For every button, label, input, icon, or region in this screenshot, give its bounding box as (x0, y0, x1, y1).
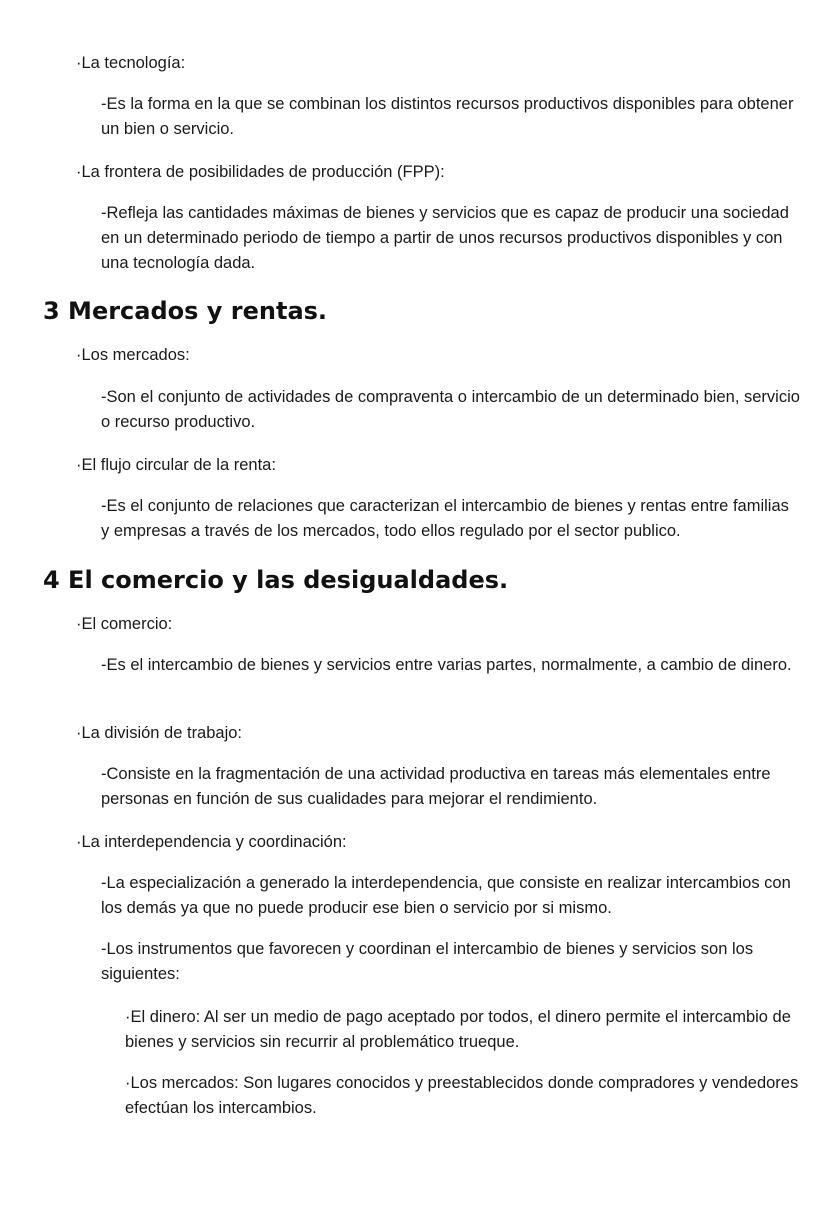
item-body-fpp: -Refleja las cantidades máximas de bienes y servicios que es capaz de producir una sociedad en un determinado periodo de tiempo a partir de unos recursos productivos disponibles y con una tecnología dada. (101, 204, 789, 272)
item-body-interdependencia-2: -Los instrumentos que favorecen y coordinan el intercambio de bienes y servicios son los siguientes: (101, 940, 754, 983)
item-title-flujo: ·El flujo circular de la renta: (76, 456, 276, 474)
item-body-tecnologia: -Es la forma en la que se combinan los distintos recursos productivos disponibles para obtener un bien o servicio. (101, 95, 794, 138)
item-title-tecnologia: ·La tecnología: (76, 54, 186, 72)
item-title-division: ·La división de trabajo: (76, 724, 243, 742)
subitem-dinero: ·El dinero: Al ser un medio de pago aceptado por todos, el dinero permite el intercambio de bienes y servicios sin recurrir al problemático trueque. (125, 1008, 791, 1051)
section-heading-4: 4 El comercio y las desigualdades. (43, 566, 509, 594)
item-body-comercio: -Es el intercambio de bienes y servicios entre varias partes, normalmente, a cambio de dinero. (101, 656, 792, 674)
item-title-mercados: ·Los mercados: (76, 346, 190, 364)
item-body-mercados: -Son el conjunto de actividades de compraventa o intercambio de un determinado bien, servicio o recurso productivo. (101, 388, 800, 431)
item-body-flujo: -Es el conjunto de relaciones que caracterizan el intercambio de bienes y rentas entre familias y empresas a través de los mercados, todo ellos regulado por el sector publico. (101, 497, 789, 540)
item-body-interdependencia-1: -La especialización a generado la interdependencia, que consiste en realizar intercambios con los demás ya que no puede producir ese bien o servicio por si mismo. (101, 874, 791, 917)
item-body-division: -Consiste en la fragmentación de una actividad productiva en tareas más elementales entre personas en función de sus cualidades para mejorar el rendimiento. (101, 765, 771, 808)
item-title-fpp: ·La frontera de posibilidades de producción (FPP): (76, 163, 445, 181)
item-title-interdependencia: ·La interdependencia y coordinación: (76, 833, 347, 851)
section-heading-3: 3 Mercados y rentas. (43, 297, 328, 325)
item-title-comercio: ·El comercio: (76, 615, 173, 633)
subitem-mercados: ·Los mercados: Son lugares conocidos y preestablecidos donde compradores y vendedores efectúan los intercambios. (125, 1074, 799, 1117)
